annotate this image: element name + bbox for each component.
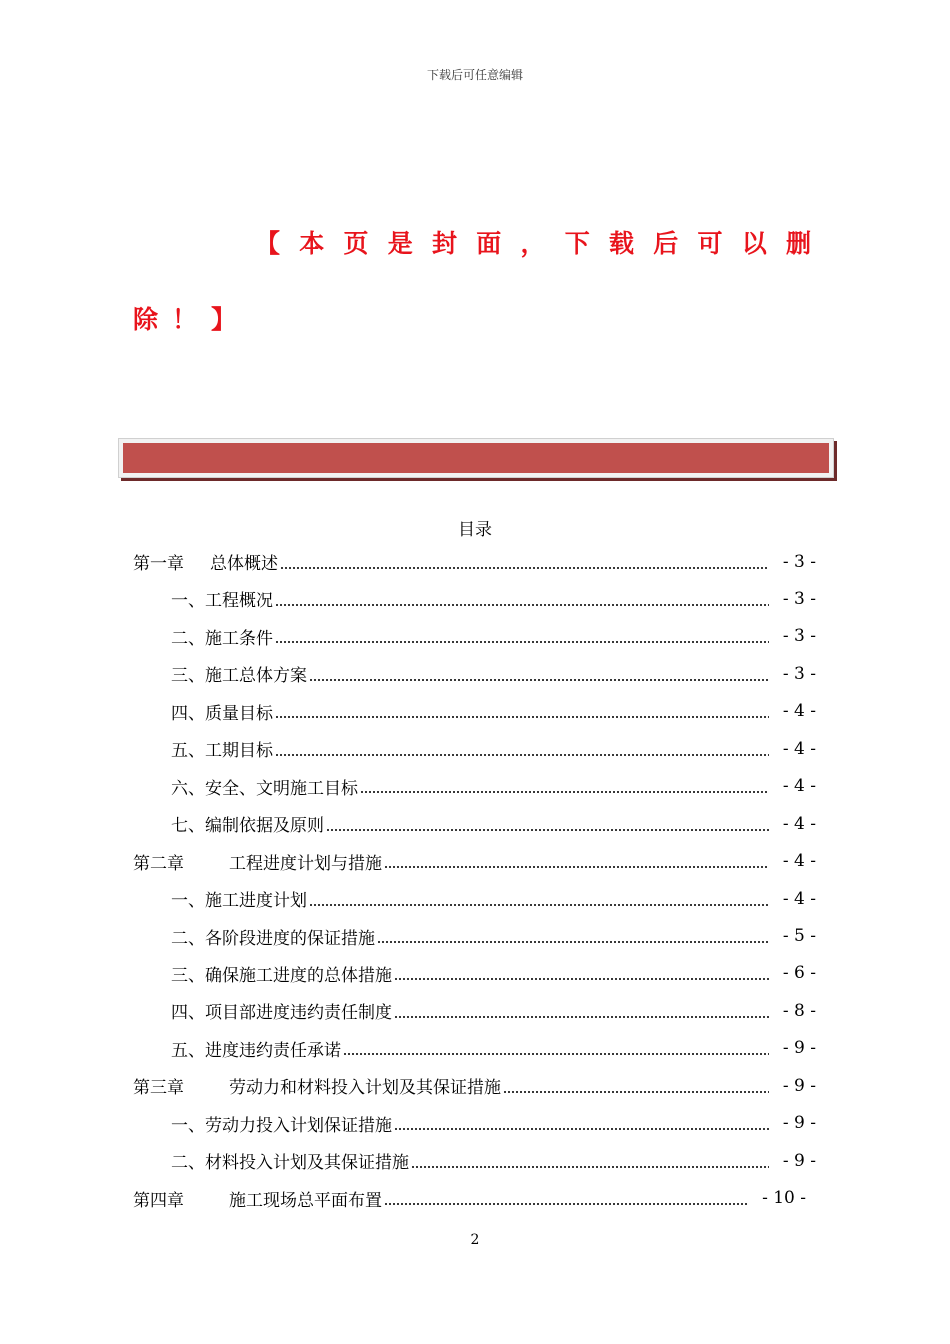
toc-chapter-row[interactable] — [133, 1067, 816, 1104]
toc-page-ref: - 4 - — [782, 776, 816, 797]
toc-entry-title: 二、各阶段进度的保证措施 — [171, 928, 375, 949]
toc-chapter-row[interactable] — [133, 843, 816, 880]
toc-dot-leader — [280, 552, 769, 572]
toc-entry-title: 五、进度违约责任承诺 — [171, 1040, 341, 1061]
toc-entry-title: 六、安全、文明施工目标 — [171, 778, 358, 799]
cover-notice-line-1: 【本页是封面，下载后可以删 — [255, 229, 811, 258]
toc-page-ref: - 9 - — [782, 1113, 816, 1134]
toc-section-row[interactable] — [171, 918, 816, 955]
toc-dot-leader — [394, 963, 769, 983]
toc-dot-leader — [384, 1188, 748, 1208]
toc-dot-leader — [326, 814, 769, 834]
toc-section-row[interactable] — [171, 580, 816, 617]
toc-section-row[interactable] — [171, 693, 816, 730]
toc-dot-leader — [394, 1113, 769, 1133]
toc-dot-leader — [343, 1038, 769, 1058]
toc-page-ref: - 9 - — [782, 1150, 816, 1171]
decorative-banner — [118, 438, 834, 478]
toc-dot-leader — [360, 776, 769, 796]
toc-dot-leader — [394, 1001, 769, 1021]
toc-page-ref: - 10 - — [762, 1188, 806, 1209]
header-note: 下载后可任意编辑 — [426, 68, 523, 82]
toc-page-ref: - 4 - — [782, 888, 816, 909]
toc-entry-title: 二、施工条件 — [171, 628, 273, 649]
toc-page-ref: - 4 - — [782, 701, 816, 722]
toc-page-ref: - 4 - — [782, 738, 816, 759]
toc-entry-title: 一、施工进度计划 — [171, 891, 307, 912]
toc-dot-leader — [503, 1076, 769, 1096]
toc-page-ref: - 9 - — [782, 1038, 816, 1059]
toc-page-ref: - 6 - — [782, 963, 816, 984]
cover-notice-line-2: 除！】 — [133, 305, 251, 334]
banner-fill — [123, 443, 829, 473]
toc-chapter-number: 第一章 — [133, 554, 184, 574]
toc-section-row[interactable] — [171, 1030, 816, 1067]
page-number: 2 — [470, 1232, 480, 1248]
toc-page-ref: - 3 - — [782, 551, 816, 572]
toc-page-ref: - 3 - — [782, 626, 816, 647]
toc-section-row[interactable] — [171, 880, 816, 917]
toc-dot-leader — [275, 739, 769, 759]
toc-page-ref: - 3 - — [782, 663, 816, 684]
toc-entry-title: 四、项目部进度违约责任制度 — [171, 1003, 392, 1024]
toc-dot-leader — [377, 926, 769, 946]
toc-section-row[interactable] — [171, 618, 816, 655]
toc-entry-title: 四、质量目标 — [171, 703, 273, 724]
toc-section-row[interactable] — [171, 768, 816, 805]
toc-section-row[interactable] — [171, 1142, 816, 1179]
toc-page-ref: - 4 - — [782, 813, 816, 834]
toc-section-row[interactable] — [171, 1105, 816, 1142]
toc-dot-leader — [411, 1151, 769, 1171]
toc-entry-title: 五、工期目标 — [171, 741, 273, 762]
toc-section-row[interactable] — [171, 655, 816, 692]
toc-entry-title: 三、确保施工进度的总体措施 — [171, 965, 392, 986]
toc-page-ref: - 8 - — [782, 1000, 816, 1021]
toc-chapter-number: 第四章 — [133, 1190, 184, 1211]
toc-section-row[interactable] — [171, 805, 816, 842]
toc-entry-title: 七、编制依据及原则 — [171, 816, 324, 837]
toc-entry-title: 一、劳动力投入计划保证措施 — [171, 1115, 392, 1136]
toc-dot-leader — [275, 701, 769, 721]
toc-chapter-row[interactable] — [133, 543, 816, 580]
toc-dot-leader — [384, 851, 769, 871]
toc-dot-leader — [275, 626, 769, 646]
toc-entry-title: 总体概述 — [210, 554, 278, 574]
toc-entry-title: 二、材料投入计划及其保证措施 — [171, 1153, 409, 1174]
toc-entry-title: 一、工程概况 — [171, 591, 273, 612]
toc-page-ref: - 5 - — [782, 926, 816, 946]
toc-dot-leader — [275, 589, 769, 609]
toc-entry-title: 劳动力和材料投入计划及其保证措施 — [229, 1078, 501, 1099]
toc-entry-title: 工程进度计划与措施 — [229, 853, 382, 874]
toc-section-row[interactable] — [171, 992, 816, 1029]
toc-chapter-number: 第二章 — [133, 853, 184, 874]
toc-dot-leader — [309, 664, 769, 684]
toc-section-row[interactable] — [171, 730, 816, 767]
toc-chapter-number: 第三章 — [133, 1078, 184, 1099]
toc-entry-title: 施工现场总平面布置 — [229, 1190, 382, 1211]
toc-title: 目录 — [458, 520, 492, 540]
toc-chapter-row[interactable] — [133, 1180, 806, 1217]
toc-dot-leader — [309, 889, 769, 909]
toc-entry-title: 三、施工总体方案 — [171, 666, 307, 687]
toc-page-ref: - 4 - — [782, 851, 816, 872]
toc-page-ref: - 3 - — [782, 588, 816, 609]
toc-section-row[interactable] — [171, 955, 816, 992]
toc-page-ref: - 9 - — [782, 1075, 816, 1096]
